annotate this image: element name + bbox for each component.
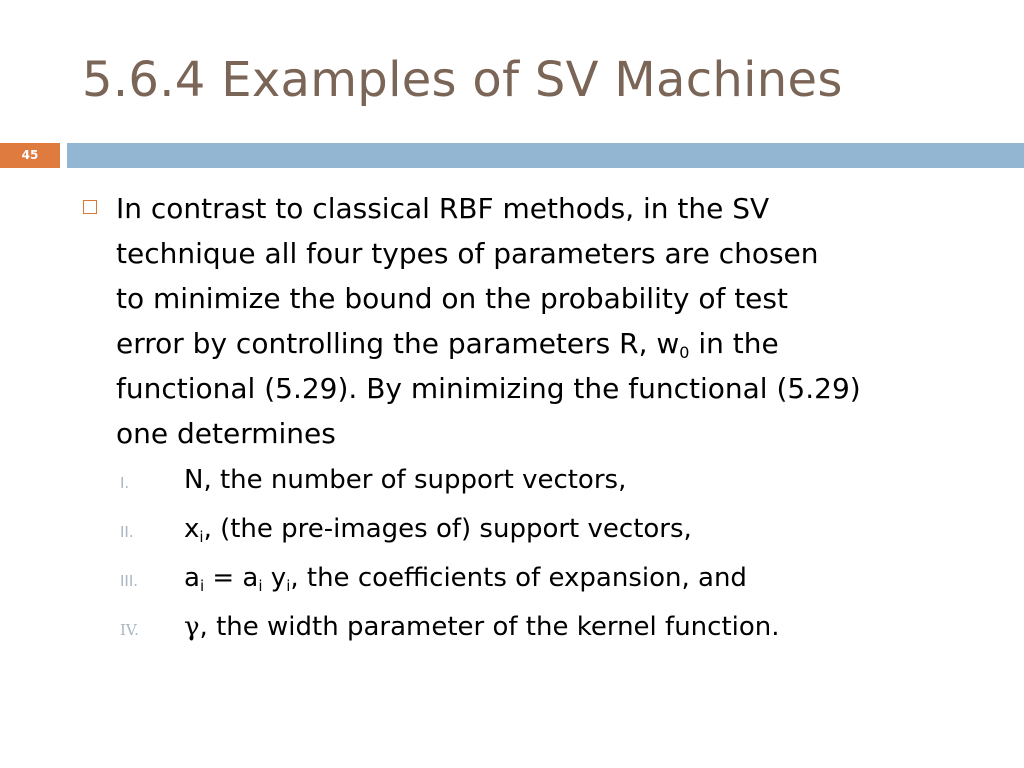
symbol-text: x <box>184 514 200 544</box>
symbol-text: y <box>262 563 287 593</box>
gamma-symbol: γ <box>184 612 200 642</box>
item-text: , the width parameter of the kernel function. <box>199 612 780 642</box>
roman-numeral-list <box>120 462 980 658</box>
paragraph-line: In contrast to classical RBF methods, in the SV <box>116 192 770 225</box>
list-marker: III. <box>120 572 139 590</box>
list-item <box>120 511 980 560</box>
list-marker: II. <box>120 523 134 541</box>
list-item-text <box>184 560 747 596</box>
paragraph-line: one determines <box>116 417 336 450</box>
list-item <box>120 462 980 511</box>
header-band <box>0 143 1024 168</box>
list-item <box>120 560 980 609</box>
square-bullet-icon <box>83 200 97 214</box>
list-marker: I. <box>120 474 130 492</box>
list-item <box>120 609 980 658</box>
paragraph-line: technique all four types of parameters are chosen <box>116 237 819 270</box>
page-number: 45 <box>21 148 39 162</box>
list-item-text <box>184 609 780 645</box>
subscript: i <box>286 577 291 595</box>
list-marker: IV. <box>120 621 139 639</box>
item-text: , (the pre-images of) support vectors, <box>203 514 692 544</box>
symbol-text: = a <box>204 563 259 593</box>
paragraph-line: functional (5.29). By minimizing the functional (5.29) <box>116 372 861 405</box>
subscript: i <box>199 577 205 595</box>
paragraph-text: error by controlling the parameters R, w <box>116 327 680 360</box>
symbol-text: a <box>184 563 200 593</box>
paragraph-line <box>116 321 996 366</box>
list-item-text <box>184 511 692 547</box>
subscript: 0 <box>679 343 690 362</box>
subscript: i <box>258 577 263 595</box>
list-item-text: N, the number of support vectors, <box>184 465 627 495</box>
accent-bar <box>67 143 1024 168</box>
subscript: i <box>199 528 204 546</box>
paragraph-text: in the <box>689 327 779 360</box>
slide-title: 5.6.4 Examples of SV Machines <box>82 52 843 108</box>
paragraph-line: to minimize the bound on the probability of test <box>116 282 788 315</box>
main-paragraph <box>116 186 996 456</box>
item-text: , the coefficients of expansion, and <box>290 563 747 593</box>
